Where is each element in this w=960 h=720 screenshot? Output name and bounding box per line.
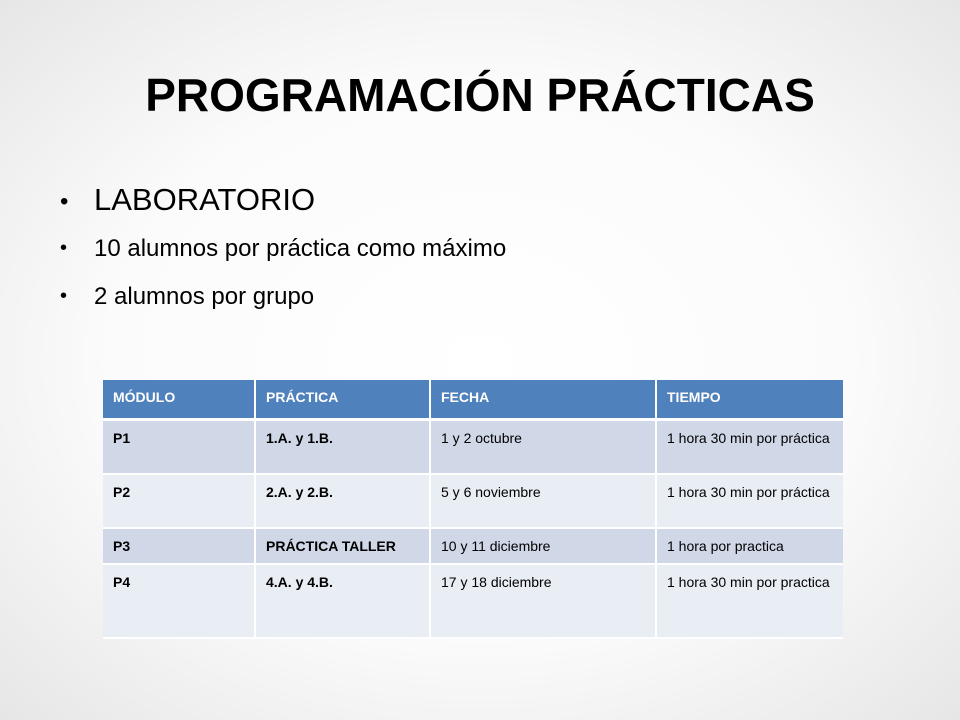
schedule-table-container <box>103 380 843 639</box>
bullet-item <box>60 280 900 314</box>
bullet-dot: • <box>60 188 69 215</box>
cell-tiempo: 1 hora por practica <box>656 528 843 564</box>
cell-modulo: P1 <box>103 420 255 475</box>
header-practica: PRÁCTICA <box>255 380 430 420</box>
cell-fecha: 10 y 11 diciembre <box>430 528 656 564</box>
cell-practica: PRÁCTICA TALLER <box>255 528 430 564</box>
table-header-row <box>103 380 843 420</box>
cell-tiempo: 1 hora 30 min por práctica <box>656 474 843 528</box>
header-fecha: FECHA <box>430 380 656 420</box>
cell-practica: 1.A. y 1.B. <box>255 420 430 475</box>
cell-modulo: P2 <box>103 474 255 528</box>
cell-modulo: P4 <box>103 564 255 638</box>
cell-practica: 2.A. y 2.B. <box>255 474 430 528</box>
table-row <box>103 474 843 528</box>
table-row <box>103 420 843 475</box>
bullet-text: LABORATORIO <box>94 182 316 217</box>
header-modulo: MÓDULO <box>103 380 255 420</box>
bullet-item <box>60 232 900 266</box>
bullet-text: 2 alumnos por grupo <box>94 283 315 310</box>
schedule-table <box>103 380 843 639</box>
bullet-item <box>60 178 900 222</box>
bullet-dot: • <box>60 237 68 259</box>
bullet-list <box>60 178 900 328</box>
cell-tiempo: 1 hora 30 min por práctica <box>656 420 843 475</box>
cell-fecha: 1 y 2 octubre <box>430 420 656 475</box>
cell-fecha: 17 y 18 diciembre <box>430 564 656 638</box>
cell-modulo: P3 <box>103 528 255 564</box>
table-row <box>103 528 843 564</box>
cell-practica: 4.A. y 4.B. <box>255 564 430 638</box>
cell-tiempo: 1 hora 30 min por practica <box>656 564 843 638</box>
bullet-text: 10 alumnos por práctica como máximo <box>94 235 507 262</box>
slide-title: PROGRAMACIÓN PRÁCTICAS <box>145 69 815 121</box>
table-row <box>103 564 843 638</box>
bullet-dot: • <box>60 285 68 307</box>
header-tiempo: TIEMPO <box>656 380 843 420</box>
cell-fecha: 5 y 6 noviembre <box>430 474 656 528</box>
